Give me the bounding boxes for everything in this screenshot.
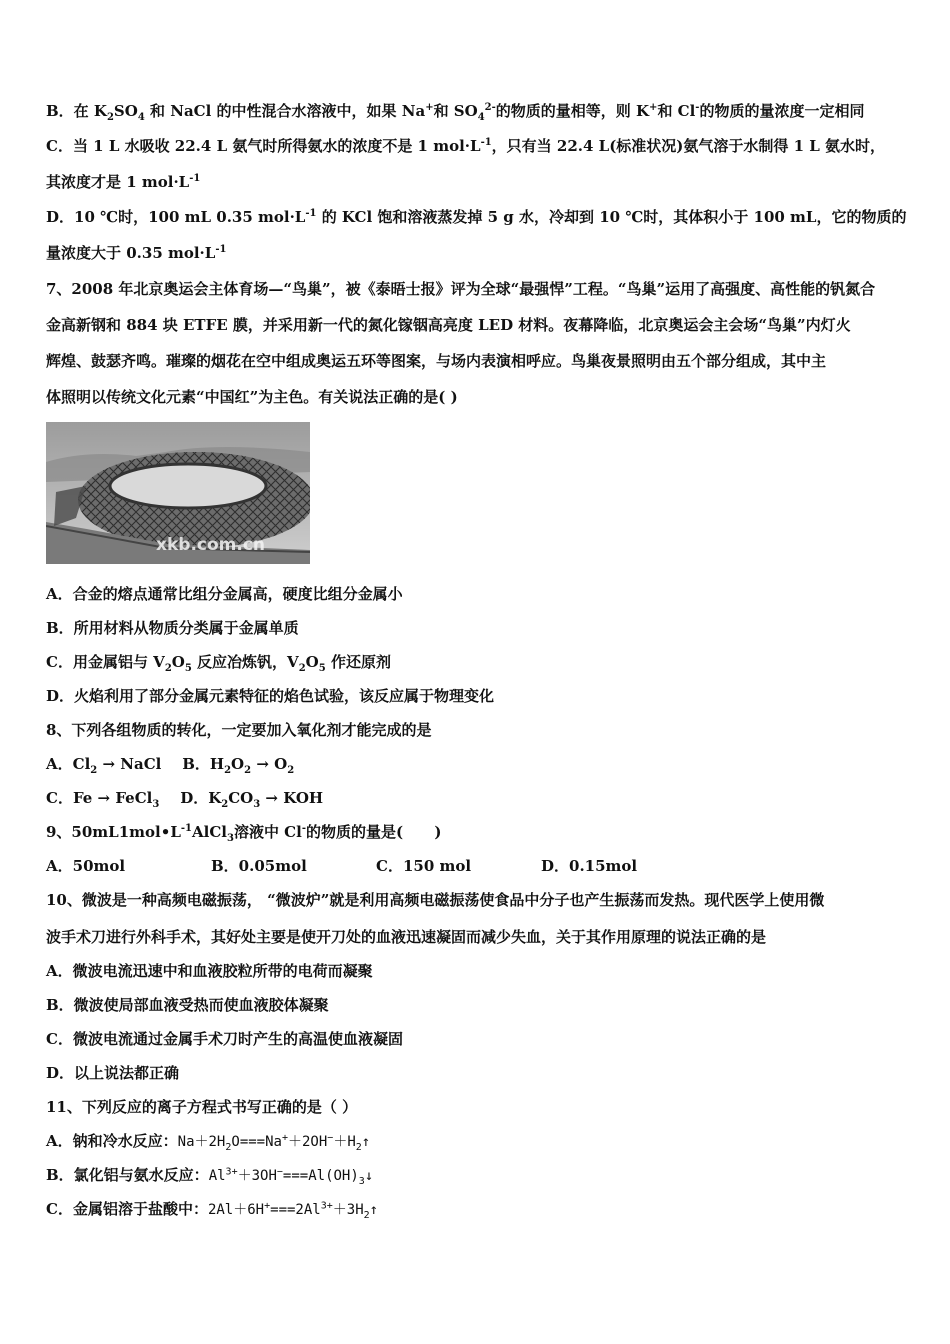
photo-watermark: xkb.com.cn (156, 535, 266, 555)
birds-nest-stadium-photo (46, 422, 310, 564)
q8-options-ab: A．$Cl_2$ → NaCl B．$H_2O_2 \to O_2$ (46, 755, 295, 776)
q7-stem-line4: 体照明以传统文化元素“中国红”为主色。有关说法正确的是( ) (46, 388, 458, 406)
q7-option-a: A．合金的熔点通常比组分金属高，硬度比组分金属小 (46, 585, 403, 603)
q11-stem: 11、下列反应的离子方程式书写正确的是（ ） (46, 1098, 358, 1116)
q10-stem-line2: 波手术刀进行外科手术，其好处主要是使开刀处的血液迅速凝固而减少失血，关于其作用原理的说法正确的是 (46, 928, 767, 946)
q11-option-b: B．氯化铝与氨水反应：$Al^{3+}+3OH^-===Al(OH)_3↓$ (46, 1166, 374, 1187)
q9-option-d: D．0.15mol (541, 857, 638, 875)
q6-option-d-line1: D．10 ℃时，100 mL 0.35 $mol\cdot L^{-1}$ 的 KCl 饱和溶液蒸发掉 5 g 水，冷却到 10 ℃时，其体积小于 100 mL，它的物质的 (46, 208, 907, 226)
q9-options (46, 856, 908, 876)
q9-option-a: A．50mol (46, 857, 126, 875)
q6-option-c-line2: 其浓度才是 1 $mol\cdot L^{-1}$ (46, 173, 201, 191)
q11-option-a: A．钠和冷水反应：$Na+2H_2O===Na^++2OH^-+H_2↑$ (46, 1132, 371, 1153)
q7-stem-line3: 辉煌、鼓瑟齐鸣。璀璨的烟花在空中组成奥运五环等图案，与场内表演相呼应。鸟巢夜景照明由五个部分组成，其中主 (46, 352, 827, 370)
q6-option-d-line2: 量浓度大于 0.35 $mol\cdot L^{-1}$ (46, 244, 227, 262)
q9-option-b: B．0.05mol (211, 857, 307, 875)
q9-option-c: C．150 mol (376, 857, 472, 875)
q10-option-b: B．微波使局部血液受热而使血液胶体凝聚 (46, 996, 329, 1014)
q8-options-cd: C．Fe → FeCl$_3$ D．$K_2CO_3$ → KOH (46, 789, 324, 810)
q7-stem-line1: 7、2008 年北京奥运会主体育场—“鸟巢”，被《泰晤士报》评为全球“最强悍”工程。“鸟巢”运用了高强度、高性能的钒氮合 (46, 280, 876, 298)
q8-stem: 8、下列各组物质的转化，一定要加入氧化剂才能完成的是 (46, 721, 432, 739)
q6-option-b: B．在 $K_2SO_4$ 和 NaCl 的中性混合水溶液中，如果 Na+和 $SO_4^{2-}$的物质的量相等，则 K+和 Cl-的物质的量浓度一定相同 (46, 102, 865, 123)
q7-option-b: B．所用材料从物质分类属于金属单质 (46, 619, 299, 637)
q9-stem: 9、$50mL1mol•L^{-1}AlCl_3$溶液中 Cl-的物质的量是( ) (46, 823, 442, 844)
q11-option-c: C．金属铝溶于盐酸中：$2Al+6H^+===2Al^{3+}+3H_2↑$ (46, 1200, 379, 1221)
q6-option-c-line1: C．当 1 L 水吸收 22.4 L 氨气时所得氨水的浓度不是 1 $mol\cdot L^{-1}$，只有当 22.4 L(标准状况)氨气溶于水制得 1 L 氨水时， (46, 137, 886, 155)
q7-stem-line2: 金高新钢和 884 块 ETFE 膜，并采用新一代的氮化镓铟高亮度 LED 材料。夜幕降临，北京奥运会主会场“鸟巢”内灯火 (46, 316, 851, 334)
q7-option-c: C．用金属铝与 $V_2O_5$ 反应冶炼钒，$V_2O_5$ 作还原剂 (46, 653, 391, 674)
q10-option-c: C．微波电流通过金属手术刀时产生的高温使血液凝固 (46, 1030, 403, 1048)
q10-option-a: A．微波电流迅速中和血液胶粒所带的电荷而凝聚 (46, 962, 373, 980)
q10-option-d: D．以上说法都正确 (46, 1064, 180, 1082)
q7-option-d: D．火焰利用了部分金属元素特征的焰色试验，该反应属于物理变化 (46, 687, 495, 705)
q10-stem-line1: 10、微波是一种高频电磁振荡， “微波炉”就是利用高频电磁振荡使食品中分子也产生振荡而发热。现代医学上使用微 (46, 891, 825, 909)
